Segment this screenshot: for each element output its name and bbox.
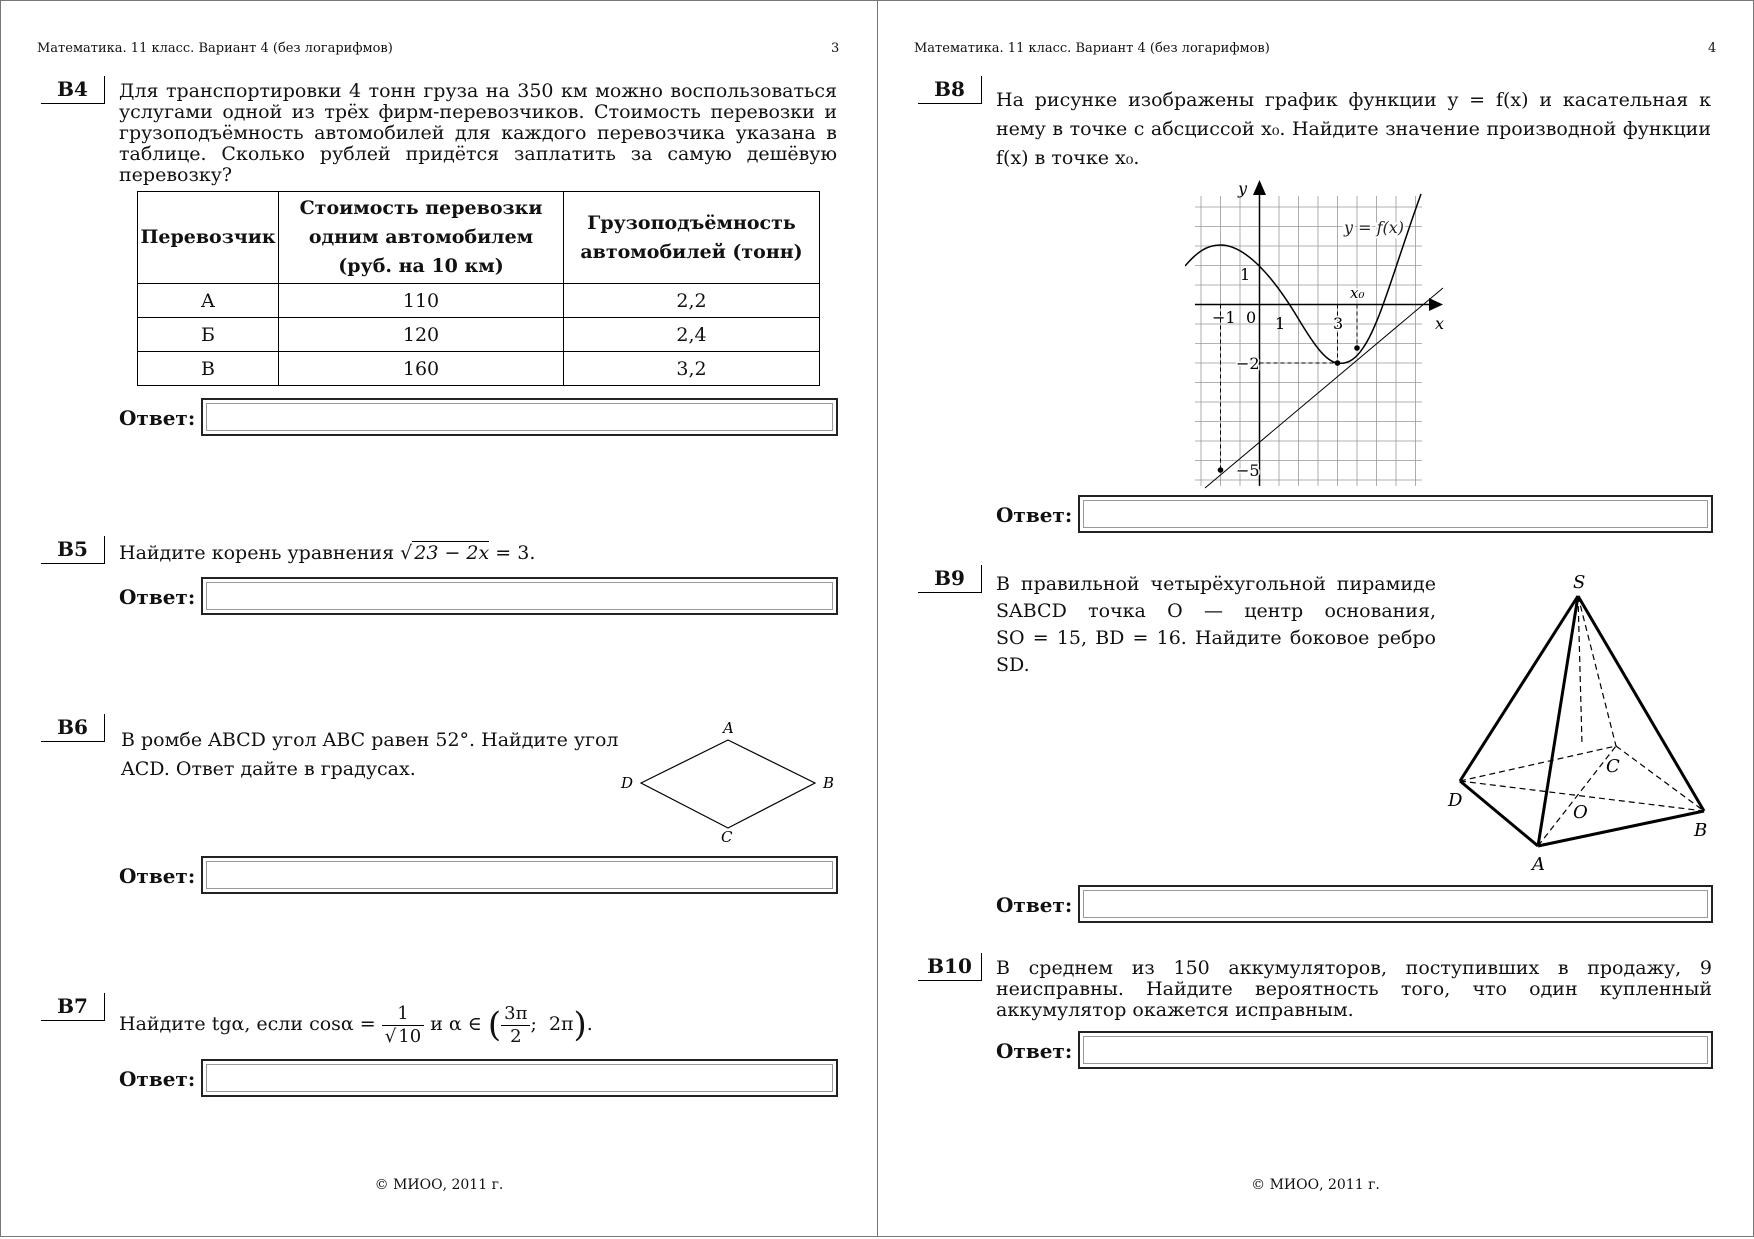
axis-label: y xyxy=(1238,179,1248,198)
answer-label: Ответ: xyxy=(996,893,1073,917)
table-cell: 110 xyxy=(279,284,564,318)
table-cell: 2,2 xyxy=(564,284,820,318)
answer-field-b4[interactable] xyxy=(201,398,838,436)
right-page xyxy=(877,0,1754,1237)
table-header: Грузоподъёмность автомобилей (тонн) xyxy=(564,192,820,284)
page-header: Математика. 11 класс. Вариант 4 (без логарифмов) xyxy=(37,41,393,56)
vertex-label: D xyxy=(621,774,634,792)
pyramid-figure xyxy=(1438,566,1708,876)
b5-text-before: Найдите корень уравнения xyxy=(119,542,395,564)
answer-label: Ответ: xyxy=(996,1039,1073,1063)
task-text-b4: Для транспортировки 4 тонн груза на 350 км можно воспользоваться услугами одной из трёх фирм-перевозчиков. Стоимость перевозки и грузоподъёмность автомобилей для каждого перевозчика указана в таблице. Сколько рублей придётся заплатить за самую дешёвую перевозку? xyxy=(119,80,837,186)
task-label-b10: B10 xyxy=(918,953,982,981)
task-text-b9: В правильной четырёхугольной пирамиде SABCD точка O — центр основания, SO = 15, BD = 16. Найдите боковое ребро SD. xyxy=(996,573,1436,676)
axis-label: x xyxy=(1435,314,1445,333)
vertex-label: A xyxy=(1532,854,1545,875)
task-text-b10: В среднем из 150 аккумуляторов, поступивших в продажу, 9 неисправны. Найдите вероятность того, что один купленный аккумулятор окажется исправным. xyxy=(996,957,1712,1021)
tick-label: 1 xyxy=(1275,314,1286,333)
task-label-b6: B6 xyxy=(41,714,105,742)
point xyxy=(1354,345,1360,351)
b5-radicand: 23 − 2x xyxy=(414,542,490,564)
answer-label: Ответ: xyxy=(119,406,196,430)
function-graph xyxy=(1185,176,1445,491)
tick-label: −5 xyxy=(1236,461,1260,480)
tick-label: 3 xyxy=(1333,314,1344,333)
grid xyxy=(1195,196,1422,486)
function-label: y = f(x) xyxy=(1344,218,1405,237)
rhombus-figure xyxy=(611,716,841,851)
page-number: 4 xyxy=(1708,41,1717,56)
task-text-b7: Найдите tgα, если cosα = $\frac{1}{√ 10}$ и α ∈ ( $\frac{3\pi}{2}$ ; 2π). xyxy=(119,1002,593,1047)
page-footer: © МИОО, 2011 г. xyxy=(374,1177,504,1193)
answer-label: Ответ: xyxy=(996,503,1073,527)
task-label-b5: B5 xyxy=(41,536,105,564)
task-label-b8: B8 xyxy=(918,76,982,104)
page-header: Математика. 11 класс. Вариант 4 (без логарифмов) xyxy=(914,41,1270,56)
table-cell: 160 xyxy=(279,352,564,386)
table-cell: В xyxy=(138,352,279,386)
vertex-label: C xyxy=(721,828,733,846)
answer-field-b7[interactable] xyxy=(201,1059,838,1097)
task-text-b8: На рисунке изображены график функции y = f(x) и касательная к нему в точке с абсциссой x₀. Найдите значение производной функции f(x) в точке x₀. xyxy=(996,89,1711,169)
answer-field-b8[interactable] xyxy=(1078,495,1713,533)
task-label-b9: B9 xyxy=(918,565,982,593)
task-label-b7: B7 xyxy=(41,993,105,1021)
tick-label: −1 xyxy=(1212,308,1236,327)
vertex-label: B xyxy=(1694,820,1708,841)
table-row xyxy=(138,284,820,318)
answer-label: Ответ: xyxy=(119,585,196,609)
table-row xyxy=(138,352,820,386)
table-header: Перевозчик xyxy=(138,192,279,284)
left-page xyxy=(0,0,878,1237)
tick-label: 0 xyxy=(1246,308,1257,327)
tangent-line xyxy=(1205,288,1443,488)
answer-field-b5[interactable] xyxy=(201,577,838,615)
x0-label: x₀ xyxy=(1350,284,1365,302)
x-axis-arrow xyxy=(1429,298,1443,311)
table-header: Стоимость перевозки одним автомобилем (руб. на 10 км) xyxy=(279,192,564,284)
table-cell: А xyxy=(138,284,279,318)
table-cell: Б xyxy=(138,318,279,352)
tick-label: −2 xyxy=(1236,354,1260,373)
fraction: $\frac{1}{√ 10}$ xyxy=(382,1003,424,1048)
y-axis-arrow xyxy=(1253,180,1266,195)
table-row xyxy=(138,318,820,352)
point xyxy=(1218,467,1224,473)
page-footer: © МИОО, 2011 г. xyxy=(1251,1177,1380,1193)
tick-label: 1 xyxy=(1240,265,1251,284)
vertex-label: D xyxy=(1448,790,1463,811)
answer-label: Ответ: xyxy=(119,864,196,888)
point xyxy=(1335,360,1341,366)
table-cell: 120 xyxy=(279,318,564,352)
table-cell: 3,2 xyxy=(564,352,820,386)
table-cell: 2,4 xyxy=(564,318,820,352)
vertex-label: S xyxy=(1573,572,1586,593)
vertex-label: B xyxy=(823,774,835,792)
page-number: 3 xyxy=(831,41,840,56)
b5-text-after: = 3. xyxy=(495,542,536,564)
task-text-b6: В ромбе ABCD угол ABC равен 52°. Найдите угол ACD. Ответ дайте в градусах. xyxy=(121,729,619,780)
vertex-label: A xyxy=(723,719,734,737)
answer-field-b6[interactable] xyxy=(201,856,838,894)
answer-field-b9[interactable] xyxy=(1078,885,1713,923)
answer-label: Ответ: xyxy=(119,1067,196,1091)
fraction: $\frac{3\pi}{2}$ xyxy=(501,1003,530,1048)
carrier-table xyxy=(137,191,820,386)
vertex-label: O xyxy=(1573,802,1588,823)
vertex-label: C xyxy=(1606,756,1620,777)
task-text-b5: Найдите корень уравнения √ 23 − 2x = 3. xyxy=(119,542,536,564)
answer-field-b10[interactable] xyxy=(1078,1031,1713,1069)
task-label-b4: B4 xyxy=(41,76,105,104)
